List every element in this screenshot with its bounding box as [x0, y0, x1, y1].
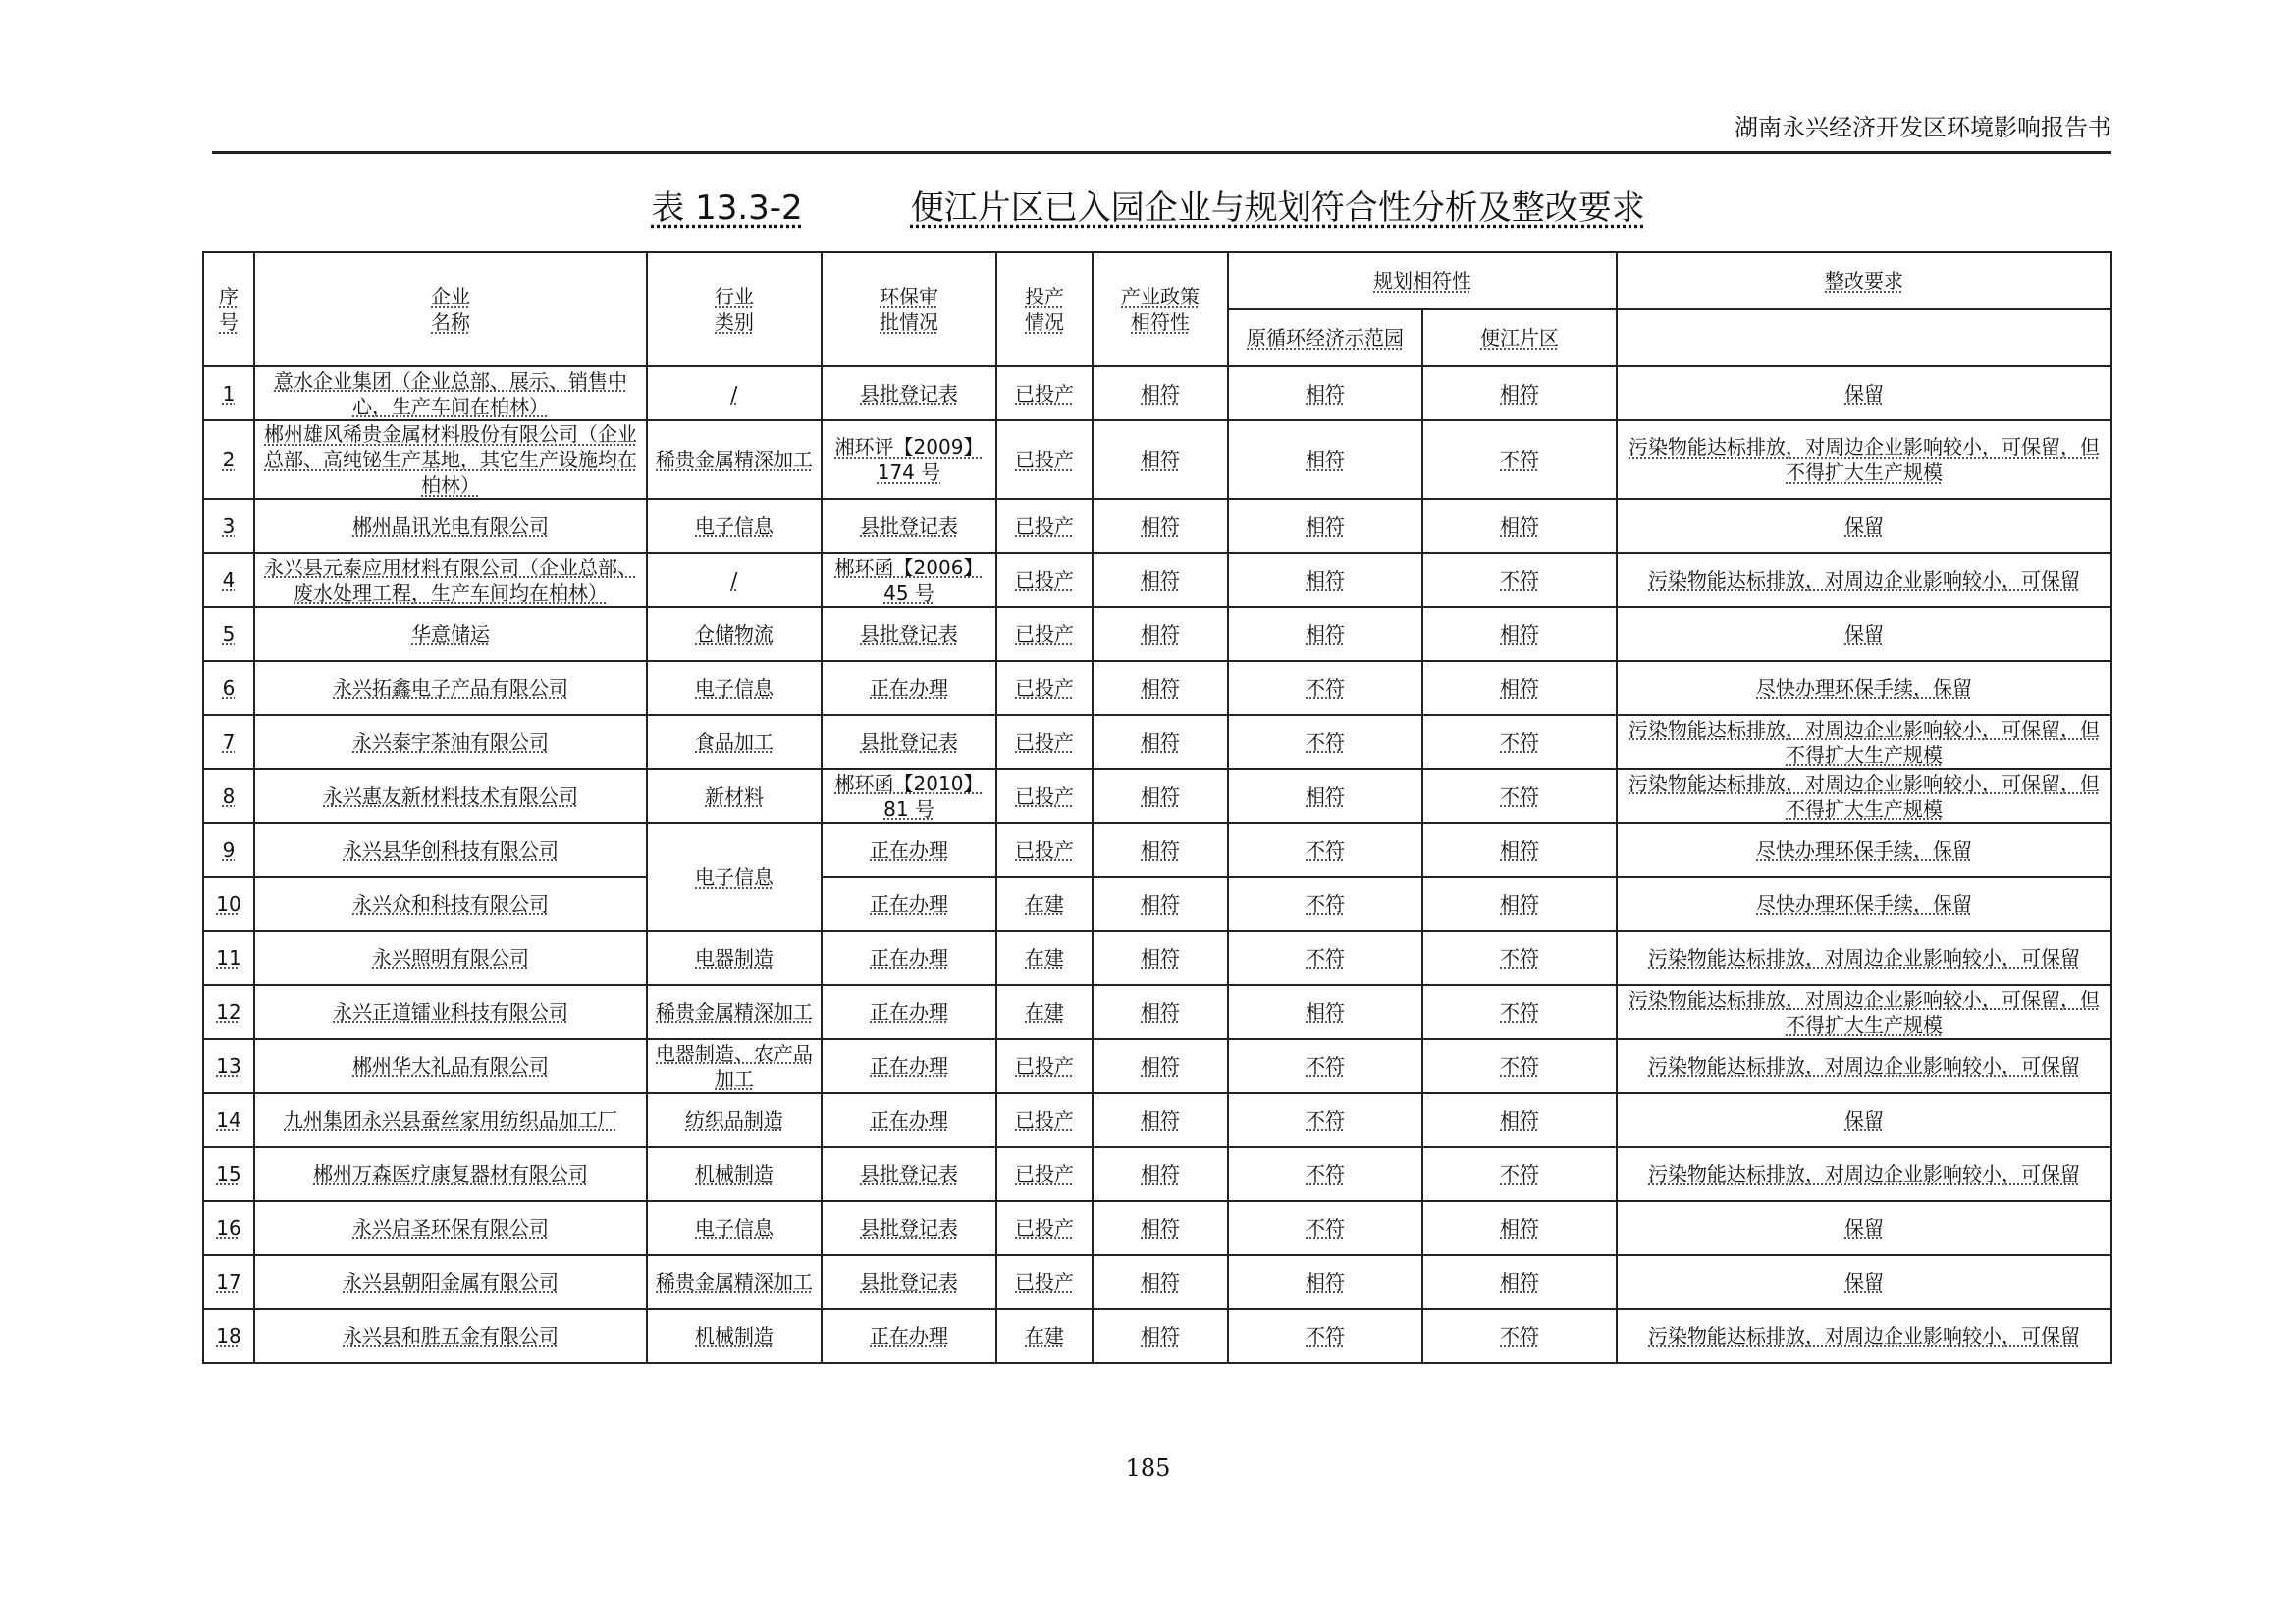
cell-production: 已投产	[996, 553, 1093, 607]
cell-eia: 县批登记表	[822, 607, 996, 661]
cell-eia: 县批登记表	[822, 1255, 996, 1309]
cell-seq: 1	[203, 366, 254, 420]
cell-production: 在建	[996, 931, 1093, 985]
cell-planning-bianjiang: 不符	[1422, 1147, 1617, 1201]
cell-company: 永兴县元泰应用材料有限公司（企业总部、废水处理工程，生产车间均在柏林）	[254, 553, 647, 607]
cell-policy: 相符	[1093, 1039, 1228, 1093]
cell-rectification: 污染物能达标排放，对周边企业影响较小，可保留	[1617, 1039, 2111, 1093]
table-row	[203, 1093, 2111, 1147]
cell-policy: 相符	[1093, 366, 1228, 420]
cell-planning-bianjiang: 不符	[1422, 420, 1617, 499]
cell-policy: 相符	[1093, 499, 1228, 553]
cell-rectification: 保留	[1617, 1201, 2111, 1255]
cell-production: 已投产	[996, 823, 1093, 877]
cell-eia: 县批登记表	[822, 366, 996, 420]
cell-eia: 正在办理	[822, 985, 996, 1039]
cell-production: 已投产	[996, 1093, 1093, 1147]
cell-production: 在建	[996, 877, 1093, 931]
cell-eia: 正在办理	[822, 1093, 996, 1147]
cell-planning-bianjiang: 不符	[1422, 715, 1617, 769]
cell-company: 永兴县和胜五金有限公司	[254, 1309, 647, 1363]
cell-planning-bianjiang: 不符	[1422, 1039, 1617, 1093]
cell-rectification: 尽快办理环保手续，保留	[1617, 877, 2111, 931]
cell-rectification: 保留	[1617, 607, 2111, 661]
cell-planning-bianjiang: 相符	[1422, 1093, 1617, 1147]
cell-planning-bianjiang: 相符	[1422, 499, 1617, 553]
cell-production: 已投产	[996, 366, 1093, 420]
cell-policy: 相符	[1093, 420, 1228, 499]
cell-eia: 正在办理	[822, 1039, 996, 1093]
table-row	[203, 366, 2111, 420]
cell-industry: 机械制造	[647, 1309, 822, 1363]
header-seq: 序 号	[203, 252, 254, 366]
header-rectification: 整改要求	[1617, 252, 2111, 309]
cell-rectification: 污染物能达标排放，对周边企业影响较小，可保留	[1617, 553, 2111, 607]
cell-rectification: 保留	[1617, 366, 2111, 420]
cell-eia: 县批登记表	[822, 715, 996, 769]
cell-industry: 纺织品制造	[647, 1093, 822, 1147]
header-industry: 行业 类别	[647, 252, 822, 366]
cell-company: 郴州雄风稀贵金属材料股份有限公司（企业总部、高纯铋生产基地，其它生产设施均在柏林）	[254, 420, 647, 499]
cell-planning-bianjiang: 相符	[1422, 1201, 1617, 1255]
cell-seq: 14	[203, 1093, 254, 1147]
cell-rectification: 尽快办理环保手续，保留	[1617, 823, 2111, 877]
header-rectification-blank	[1617, 309, 2111, 366]
cell-production: 在建	[996, 985, 1093, 1039]
page-number: 185	[1125, 1454, 1171, 1482]
cell-planning-park: 不符	[1228, 823, 1422, 877]
table-row	[203, 1255, 2111, 1309]
cell-industry: 食品加工	[647, 715, 822, 769]
table-row	[203, 420, 2111, 499]
cell-rectification: 污染物能达标排放，对周边企业影响较小，可保留，但不得扩大生产规模	[1617, 985, 2111, 1039]
cell-production: 已投产	[996, 661, 1093, 715]
compliance-table	[202, 251, 2112, 1364]
cell-company: 永兴正道镭业科技有限公司	[254, 985, 647, 1039]
cell-policy: 相符	[1093, 1309, 1228, 1363]
caption-number: 表 13.3-2	[651, 189, 803, 228]
cell-industry: 电子信息	[647, 1201, 822, 1255]
cell-industry: 电子信息	[647, 661, 822, 715]
cell-planning-bianjiang: 相符	[1422, 366, 1617, 420]
cell-eia: 郴环函【2010】81 号	[822, 769, 996, 823]
cell-planning-park: 不符	[1228, 1093, 1422, 1147]
cell-industry: 电子信息	[647, 823, 822, 931]
cell-company: 九州集团永兴县蚕丝家用纺织品加工厂	[254, 1093, 647, 1147]
cell-eia: 县批登记表	[822, 1201, 996, 1255]
cell-rectification: 污染物能达标排放，对周边企业影响较小，可保留	[1617, 1309, 2111, 1363]
caption-title: 便江片区已入园企业与规划符合性分析及整改要求	[910, 189, 1645, 228]
cell-planning-park: 相符	[1228, 420, 1422, 499]
cell-planning-park: 相符	[1228, 769, 1422, 823]
cell-seq: 11	[203, 931, 254, 985]
cell-planning-bianjiang: 不符	[1422, 769, 1617, 823]
cell-planning-park: 不符	[1228, 877, 1422, 931]
cell-company: 永兴启圣环保有限公司	[254, 1201, 647, 1255]
cell-company: 郴州万森医疗康复器材有限公司	[254, 1147, 647, 1201]
cell-seq: 4	[203, 553, 254, 607]
cell-planning-park: 不符	[1228, 1309, 1422, 1363]
table-caption	[0, 187, 2296, 230]
cell-industry: /	[647, 366, 822, 420]
cell-planning-park: 不符	[1228, 715, 1422, 769]
cell-eia: 县批登记表	[822, 499, 996, 553]
cell-company: 永兴众和科技有限公司	[254, 877, 647, 931]
cell-rectification: 污染物能达标排放，对周边企业影响较小，可保留，但不得扩大生产规模	[1617, 715, 2111, 769]
cell-planning-park: 相符	[1228, 985, 1422, 1039]
cell-production: 已投产	[996, 420, 1093, 499]
cell-policy: 相符	[1093, 769, 1228, 823]
cell-industry: 电器制造	[647, 931, 822, 985]
header-eia: 环保审 批情况	[822, 252, 996, 366]
cell-planning-park: 相符	[1228, 607, 1422, 661]
cell-seq: 15	[203, 1147, 254, 1201]
cell-rectification: 保留	[1617, 1255, 2111, 1309]
table-row	[203, 823, 2111, 877]
table-row	[203, 553, 2111, 607]
header-production: 投产 情况	[996, 252, 1093, 366]
cell-company: 永兴拓鑫电子产品有限公司	[254, 661, 647, 715]
cell-eia: 郴环函【2006】45 号	[822, 553, 996, 607]
cell-policy: 相符	[1093, 553, 1228, 607]
cell-industry: 电器制造、农产品加工	[647, 1039, 822, 1093]
cell-company: 郴州华大礼品有限公司	[254, 1039, 647, 1093]
cell-policy: 相符	[1093, 1147, 1228, 1201]
cell-planning-park: 不符	[1228, 1039, 1422, 1093]
cell-production: 已投产	[996, 1201, 1093, 1255]
table-row	[203, 931, 2111, 985]
cell-planning-park: 不符	[1228, 1147, 1422, 1201]
cell-seq: 18	[203, 1309, 254, 1363]
table-row	[203, 877, 2111, 931]
cell-policy: 相符	[1093, 931, 1228, 985]
cell-planning-bianjiang: 相符	[1422, 607, 1617, 661]
cell-planning-park: 不符	[1228, 661, 1422, 715]
cell-company: 永兴泰宇茶油有限公司	[254, 715, 647, 769]
cell-production: 已投产	[996, 715, 1093, 769]
cell-planning-park: 相符	[1228, 366, 1422, 420]
cell-industry: 稀贵金属精深加工	[647, 985, 822, 1039]
cell-rectification: 污染物能达标排放，对周边企业影响较小，可保留	[1617, 1147, 2111, 1201]
cell-planning-bianjiang: 相符	[1422, 1255, 1617, 1309]
table-body	[203, 366, 2111, 1363]
cell-company: 永兴照明有限公司	[254, 931, 647, 985]
cell-planning-bianjiang: 相符	[1422, 661, 1617, 715]
cell-eia: 正在办理	[822, 661, 996, 715]
cell-seq: 17	[203, 1255, 254, 1309]
cell-company: 永兴惠友新材料技术有限公司	[254, 769, 647, 823]
table-row	[203, 715, 2111, 769]
cell-policy: 相符	[1093, 1093, 1228, 1147]
cell-industry: 稀贵金属精深加工	[647, 420, 822, 499]
cell-seq: 16	[203, 1201, 254, 1255]
cell-company: 华意储运	[254, 607, 647, 661]
header-planning: 规划相符性	[1228, 252, 1617, 309]
header-planning-park: 原循环经济示范园	[1228, 309, 1422, 366]
cell-industry: 仓储物流	[647, 607, 822, 661]
cell-planning-park: 相符	[1228, 1255, 1422, 1309]
table-row	[203, 1147, 2111, 1201]
table-row	[203, 1039, 2111, 1093]
cell-planning-bianjiang: 相符	[1422, 877, 1617, 931]
cell-production: 已投产	[996, 769, 1093, 823]
cell-industry: 机械制造	[647, 1147, 822, 1201]
cell-company: 永兴县朝阳金属有限公司	[254, 1255, 647, 1309]
cell-seq: 9	[203, 823, 254, 877]
cell-planning-park: 不符	[1228, 931, 1422, 985]
cell-planning-bianjiang: 不符	[1422, 1309, 1617, 1363]
cell-rectification: 尽快办理环保手续，保留	[1617, 661, 2111, 715]
cell-industry: 稀贵金属精深加工	[647, 1255, 822, 1309]
cell-eia: 正在办理	[822, 1309, 996, 1363]
table-row	[203, 499, 2111, 553]
cell-seq: 6	[203, 661, 254, 715]
cell-seq: 2	[203, 420, 254, 499]
cell-seq: 13	[203, 1039, 254, 1093]
cell-production: 已投产	[996, 499, 1093, 553]
cell-planning-park: 不符	[1228, 1201, 1422, 1255]
cell-planning-bianjiang: 不符	[1422, 553, 1617, 607]
cell-planning-bianjiang: 不符	[1422, 931, 1617, 985]
cell-production: 在建	[996, 1309, 1093, 1363]
cell-planning-park: 相符	[1228, 553, 1422, 607]
cell-planning-bianjiang: 相符	[1422, 823, 1617, 877]
cell-production: 已投产	[996, 1147, 1093, 1201]
cell-eia: 湘环评【2009】174 号	[822, 420, 996, 499]
cell-rectification: 污染物能达标排放，对周边企业影响较小，可保留，但不得扩大生产规模	[1617, 769, 2111, 823]
page-header	[212, 112, 2111, 154]
header-planning-bianjiang: 便江片区	[1422, 309, 1617, 366]
cell-seq: 10	[203, 877, 254, 931]
cell-rectification: 保留	[1617, 499, 2111, 553]
cell-eia: 正在办理	[822, 877, 996, 931]
cell-policy: 相符	[1093, 607, 1228, 661]
cell-seq: 3	[203, 499, 254, 553]
cell-policy: 相符	[1093, 1255, 1228, 1309]
table-row	[203, 661, 2111, 715]
cell-rectification: 污染物能达标排放，对周边企业影响较小，可保留	[1617, 931, 2111, 985]
cell-policy: 相符	[1093, 1201, 1228, 1255]
cell-production: 已投产	[996, 607, 1093, 661]
table-row	[203, 607, 2111, 661]
cell-production: 已投产	[996, 1255, 1093, 1309]
header-company: 企业 名称	[254, 252, 647, 366]
cell-eia: 正在办理	[822, 931, 996, 985]
cell-rectification: 污染物能达标排放，对周边企业影响较小，可保留，但不得扩大生产规模	[1617, 420, 2111, 499]
cell-policy: 相符	[1093, 985, 1228, 1039]
cell-policy: 相符	[1093, 823, 1228, 877]
cell-seq: 12	[203, 985, 254, 1039]
table-row	[203, 1309, 2111, 1363]
cell-industry: 新材料	[647, 769, 822, 823]
cell-production: 已投产	[996, 1039, 1093, 1093]
table-row	[203, 985, 2111, 1039]
table-row	[203, 1201, 2111, 1255]
cell-rectification: 保留	[1617, 1093, 2111, 1147]
table-row	[203, 769, 2111, 823]
cell-policy: 相符	[1093, 715, 1228, 769]
cell-planning-park: 相符	[1228, 499, 1422, 553]
cell-seq: 8	[203, 769, 254, 823]
cell-planning-bianjiang: 不符	[1422, 985, 1617, 1039]
cell-eia: 正在办理	[822, 823, 996, 877]
cell-industry: /	[647, 553, 822, 607]
cell-company: 永兴县华创科技有限公司	[254, 823, 647, 877]
cell-company: 意水企业集团（企业总部、展示、销售中心，生产车间在柏林）	[254, 366, 647, 420]
cell-seq: 7	[203, 715, 254, 769]
cell-policy: 相符	[1093, 877, 1228, 931]
cell-industry: 电子信息	[647, 499, 822, 553]
cell-eia: 县批登记表	[822, 1147, 996, 1201]
cell-policy: 相符	[1093, 661, 1228, 715]
header-title: 湖南永兴经济开发区环境影响报告书	[1735, 114, 2111, 141]
cell-seq: 5	[203, 607, 254, 661]
cell-company: 郴州晶讯光电有限公司	[254, 499, 647, 553]
header-policy: 产业政策 相符性	[1093, 252, 1228, 366]
